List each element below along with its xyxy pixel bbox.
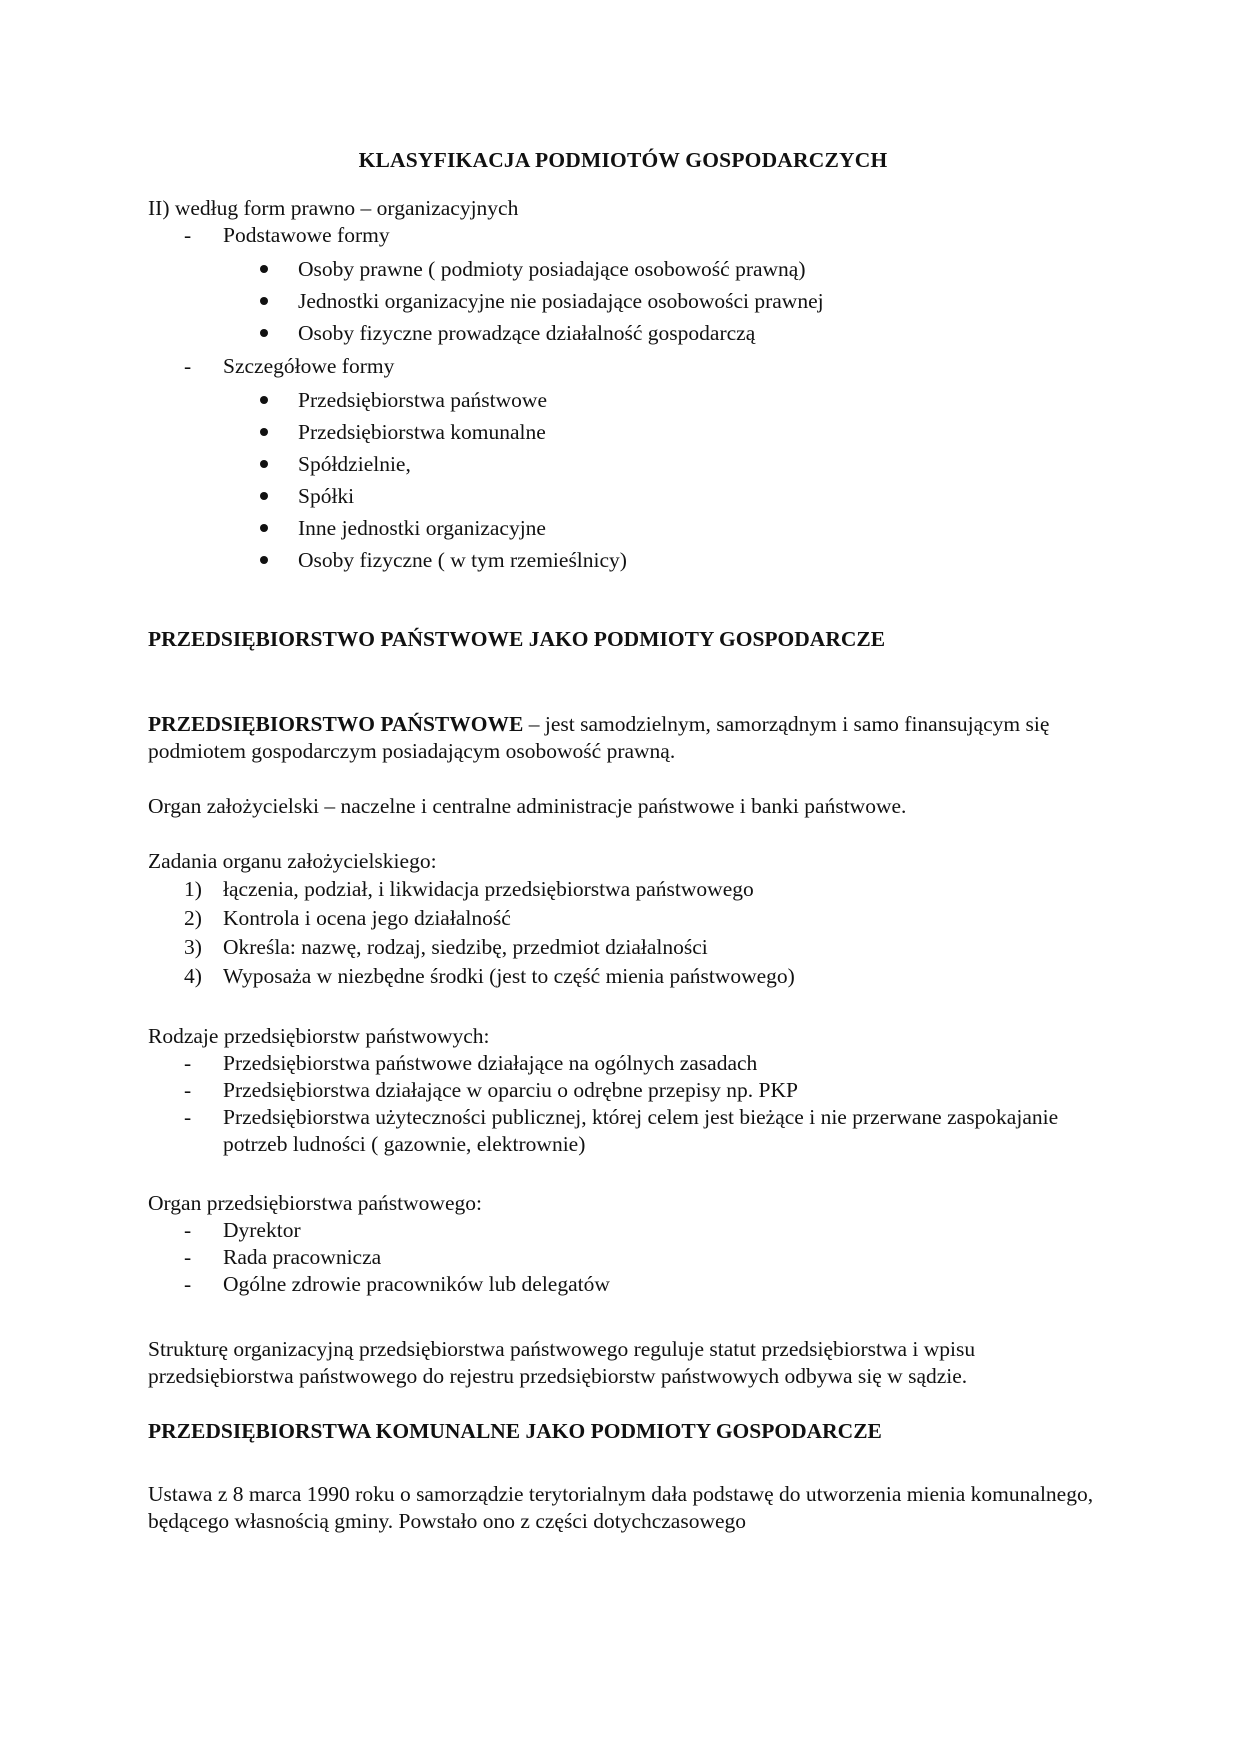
section-heading: PRZEDSIĘBIORSTWA KOMUNALNE JAKO PODMIOTY GOSPODARCZE: [148, 1419, 882, 1443]
list-item: - Przedsiębiorstwa państwowe działające na ogólnych zasadach: [184, 1051, 758, 1075]
list-item: Przedsiębiorstwa państwowe: [148, 384, 1098, 416]
form-group-basic: [148, 222, 1098, 349]
form-group-detailed: [148, 353, 1098, 576]
bullet-icon: [260, 329, 268, 337]
document-body: [148, 148, 1098, 1535]
list-item: Spółki: [148, 480, 1098, 512]
organs-list: [148, 1217, 1098, 1298]
bullet-icon: [260, 556, 268, 564]
section-heading: PRZEDSIĘBIORSTWO PAŃSTWOWE JAKO PODMIOTY GOSPODARCZE: [148, 627, 886, 651]
list-item: - Ogólne zdrowie pracowników lub delegatów: [184, 1272, 610, 1296]
list-item: Spółdzielnie,: [148, 448, 1098, 480]
structure-paragraph: Strukturę organizacyjną przedsiębiorstwa państwowego reguluje statut przedsiębiorstwa i wpisu przedsiębiorstwa państwowego do rejestru przedsiębiorstw państwowych odbywa się w sądzie.: [148, 1337, 976, 1388]
list-item: 1) łączenia, podział, i likwidacja przedsiębiorstwa państwowego: [184, 877, 754, 901]
list-item: - Dyrektor: [184, 1218, 301, 1242]
communal-paragraph: Ustawa z 8 marca 1990 roku o samorządzie terytorialnym dała podstawę do utworzenia mienia komunalnego, będącego własnością gminy. Powstało ono z części dotychczasowego: [148, 1482, 1094, 1533]
list-item: 2) Kontrola i ocena jego działalność: [184, 906, 511, 930]
bullet-list: [223, 384, 1098, 576]
document-title: KLASYFIKACJA PODMIOTÓW GOSPODARCZYCH: [358, 148, 888, 172]
bullet-icon: [260, 524, 268, 532]
organs-heading: Organ przedsiębiorstwa państwowego:: [148, 1191, 482, 1215]
bullet-icon: [260, 396, 268, 404]
bullet-list: [223, 253, 1098, 349]
types-list: [148, 1050, 1098, 1158]
tasks-list: [148, 875, 1098, 991]
bullet-icon: [260, 460, 268, 468]
bullet-icon: [260, 265, 268, 273]
list-item: Inne jednostki organizacyjne: [148, 512, 1098, 544]
list-item: - Przedsiębiorstwa użyteczności publicznej, której celem jest bieżące i nie przerwane zaspokajanie potrzeb ludności ( gazownie, elektrownie): [184, 1105, 1059, 1156]
types-heading: Rodzaje przedsiębiorstw państwowych:: [148, 1024, 490, 1048]
intro-line: II) według form prawno – organizacyjnych: [148, 196, 519, 220]
dash-marker: -: [184, 223, 192, 247]
list-item: Jednostki organizacyjne nie posiadające osobowości prawnej: [148, 285, 1098, 317]
dash-marker: -: [184, 354, 192, 378]
forms-list: [148, 222, 1098, 576]
list-item: Osoby fizyczne ( w tym rzemieślnicy): [148, 544, 1098, 576]
definition-text: – jest samodzielnym, samorządnym i samo finansującym się podmiotem gospodarczym posiadającym osobowość prawną.: [148, 712, 1050, 763]
founding-organ-line: Organ założycielski – naczelne i centralne administracje państwowe i banki państwowe.: [148, 794, 907, 818]
list-item: Przedsiębiorstwa komunalne: [148, 416, 1098, 448]
form-group-label: Szczegółowe formy: [223, 354, 395, 378]
definition-term: PRZEDSIĘBIORSTWO PAŃSTWOWE: [148, 712, 524, 736]
list-item: Osoby prawne ( podmioty posiadające osobowość prawną): [148, 253, 1098, 285]
bullet-icon: [260, 492, 268, 500]
definition-paragraph: [148, 711, 1098, 765]
bullet-icon: [260, 297, 268, 305]
form-group-label: Podstawowe formy: [223, 223, 390, 247]
tasks-heading: Zadania organu założycielskiego:: [148, 849, 437, 873]
list-item: 3) Określa: nazwę, rodzaj, siedzibę, przedmiot działalności: [184, 935, 708, 959]
bullet-icon: [260, 428, 268, 436]
list-item: Osoby fizyczne prowadzące działalność gospodarczą: [148, 317, 1098, 349]
list-item: - Przedsiębiorstwa działające w oparciu o odrębne przepisy np. PKP: [184, 1078, 798, 1102]
list-item: - Rada pracownicza: [184, 1245, 382, 1269]
list-item: 4) Wyposaża w niezbędne środki (jest to część mienia państwowego): [184, 964, 795, 988]
